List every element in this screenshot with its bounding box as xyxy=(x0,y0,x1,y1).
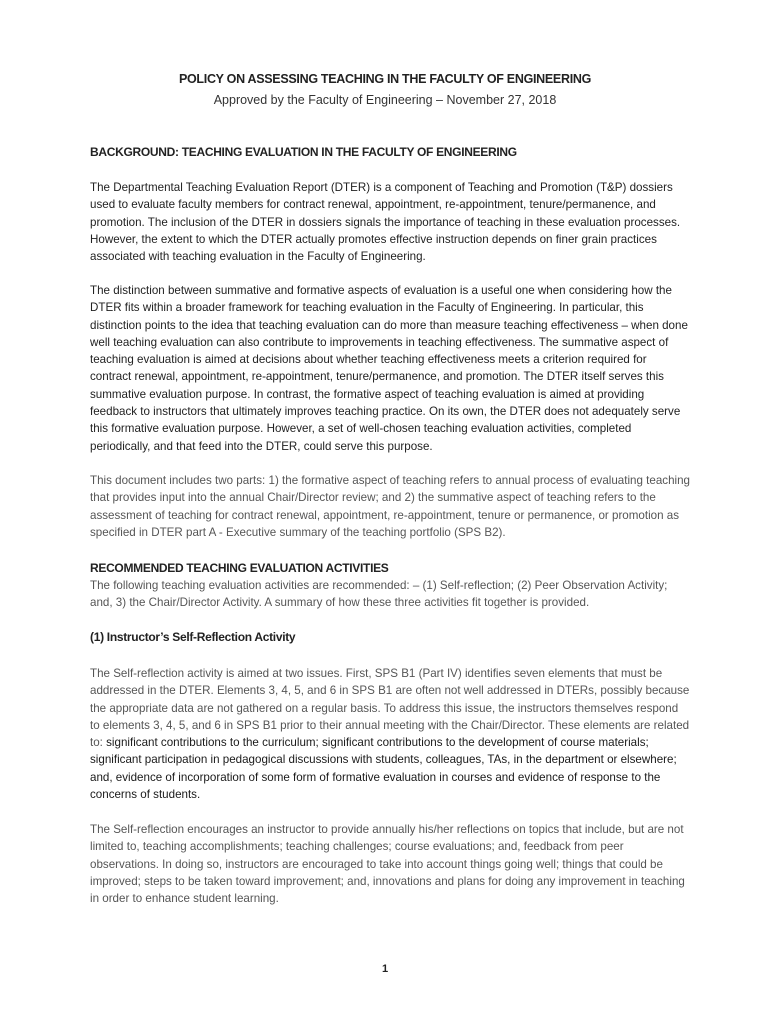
self-reflection-intro-text: The Self-reflection activity is aimed at two issues. First, SPS B1 (Part IV) identifies seven elements that must be addressed in the DTER. Elements 3, 4, 5, and 6 in SPS B1 are often not well addressed in DTERs, possibly because the appropriate data are not gathered on a regular basis. To address this issue, the instructors themselves respond to elements 3, 4, 5, and 6 in SPS B1 prior to their annual meeting with the Chair/Director. These elements are related to: xyxy=(90,667,690,750)
self-reflection-elements-text: significant contributions to the curriculum; significant contributions to the development of course materials; significant participation in pedagogical discussions with students, colleagues, TAs, in the department or elsewhere; and, evidence of incorporation of some form of formative evaluation in courses and evidence of response to the concerns of students. xyxy=(90,736,677,802)
background-heading: BACKGROUND: TEACHING EVALUATION IN THE FACULTY OF ENGINEERING xyxy=(90,145,517,159)
paragraph-document-parts: This document includes two parts: 1) the formative aspect of teaching refers to annual process of evaluating teaching that provides input into the annual Chair/Director review; and 2) the summative aspect of teaching refers to the assessment of teaching for contract renewal, appointment, re-appointment, tenure or permanence, or promotion as specified in DTER part A - Executive summary of the teaching portfolio (SPS B2). xyxy=(90,474,690,539)
paragraph-recommended-activities: The following teaching evaluation activities are recommended: – (1) Self-reflection; (2) Peer Observation Activity; and, 3) the Chair/Director Activity. A summary of how these three activities fit together is provided. xyxy=(90,579,668,610)
section-self-reflection-heading: (1) Instructor’s Self-Reflection Activity xyxy=(90,630,296,644)
paragraph-self-reflection-aims xyxy=(90,665,690,803)
paragraph-summative-formative: The distinction between summative and formative aspects of evaluation is a useful one when considering how the DTER fits within a broader framework for teaching evaluation in the Faculty of Engineering. In particular, this distinction points to the idea that teaching evaluation can do more than measure teaching effectiveness – when done well teaching evaluation can also contribute to improvements in teaching effectiveness. The summative aspect of teaching evaluation is aimed at decisions about whether teaching effectiveness meets a criterion required for contract renewal, appointment, re-appointment, tenure/permanence, and promotion. The DTER itself serves this summative evaluation purpose. In contrast, the formative aspect of teaching evaluation is aimed at providing feedback to instructors that ultimately improves teaching practice. On its own, the DTER does not adequately serve this formative evaluation purpose. However, a set of well-chosen teaching evaluation activities, completed periodically, and that feed into the DTER, could serve this purpose. xyxy=(90,284,688,453)
approval-subtitle: Approved by the Faculty of Engineering – November 27, 2018 xyxy=(213,93,557,107)
paragraph-dter-overview: The Departmental Teaching Evaluation Report (DTER) is a component of Teaching and Promotion (T&P) dossiers used to evaluate faculty members for contract renewal, appointment, re-appointment, tenure/permanence, and promotion. The inclusion of the DTER in dossiers signals the importance of teaching in these evaluation processes. However, the extent to which the DTER actually promotes effective instruction depends on finer grain practices associated with teaching evaluation in the Faculty of Engineering. xyxy=(90,181,681,264)
page-number: 1 xyxy=(381,963,389,975)
page-title: POLICY ON ASSESSING TEACHING IN THE FACULTY OF ENGINEERING xyxy=(178,72,592,86)
recommended-activities-heading: RECOMMENDED TEACHING EVALUATION ACTIVITIES xyxy=(90,561,389,575)
paragraph-self-reflection-topics: The Self-reflection encourages an instructor to provide annually his/her reflections on topics that include, but are not limited to, teaching accomplishments; teaching challenges; course evaluations; and, feedback from peer observations. In doing so, instructors are encouraged to take into account things going well; things that could be improved; steps to be taken toward improvement; and, innovations and plans for doing any improvement in teaching in order to enhance student learning. xyxy=(90,823,685,906)
